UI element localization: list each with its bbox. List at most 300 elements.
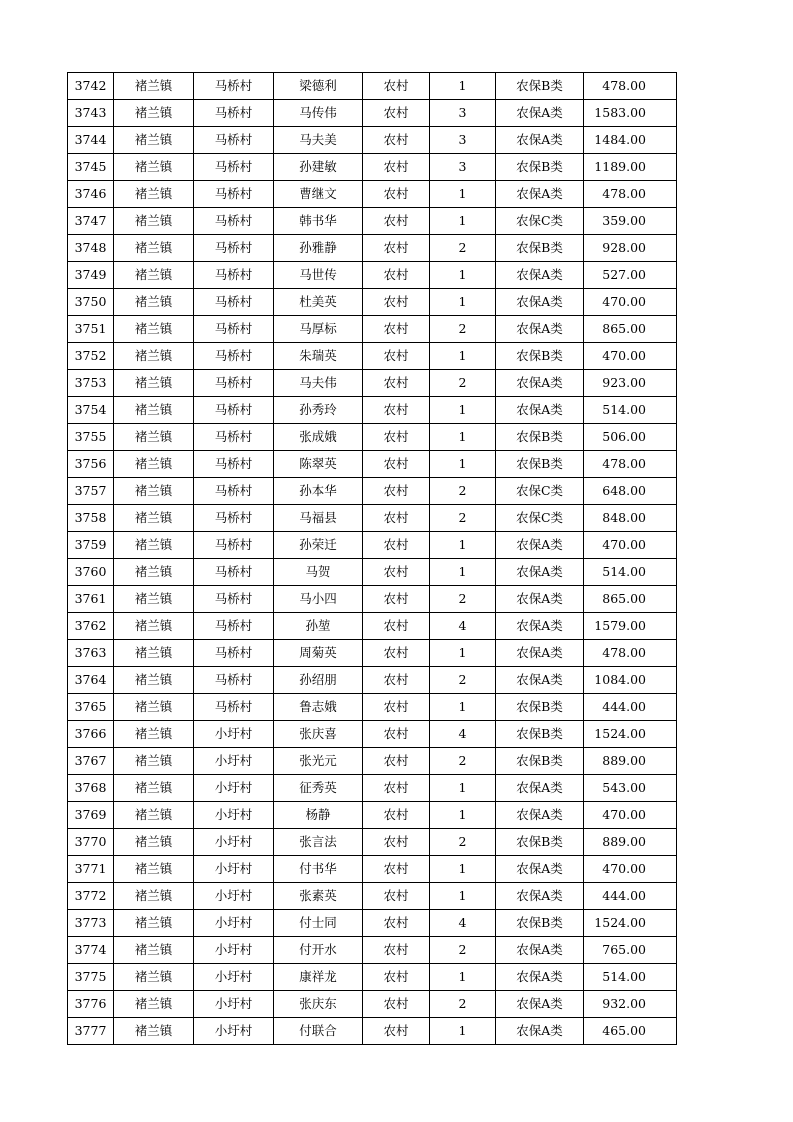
- category-cell: 农保A类: [496, 613, 584, 640]
- row-number: 3759: [68, 532, 114, 559]
- household-count-cell: 1: [430, 856, 496, 883]
- area-type-cell: 农村: [363, 775, 430, 802]
- town-cell: 褚兰镇: [114, 73, 194, 100]
- amount-cell: 465.00: [584, 1018, 677, 1045]
- row-number: 3743: [68, 100, 114, 127]
- category-cell: 农保A类: [496, 937, 584, 964]
- area-type-cell: 农村: [363, 154, 430, 181]
- category-cell: 农保A类: [496, 532, 584, 559]
- area-type-cell: 农村: [363, 748, 430, 775]
- row-number: 3758: [68, 505, 114, 532]
- amount-cell: 514.00: [584, 559, 677, 586]
- household-count-cell: 2: [430, 991, 496, 1018]
- village-cell: 马桥村: [194, 208, 274, 235]
- town-cell: 褚兰镇: [114, 991, 194, 1018]
- row-number: 3744: [68, 127, 114, 154]
- town-cell: 褚兰镇: [114, 343, 194, 370]
- area-type-cell: 农村: [363, 910, 430, 937]
- name-cell: 孙荣迁: [274, 532, 363, 559]
- area-type-cell: 农村: [363, 208, 430, 235]
- village-cell: 小圩村: [194, 856, 274, 883]
- area-type-cell: 农村: [363, 1018, 430, 1045]
- area-type-cell: 农村: [363, 505, 430, 532]
- household-count-cell: 4: [430, 613, 496, 640]
- table-row: [68, 613, 677, 640]
- category-cell: 农保A类: [496, 559, 584, 586]
- row-number: 3757: [68, 478, 114, 505]
- category-cell: 农保A类: [496, 802, 584, 829]
- village-cell: 小圩村: [194, 775, 274, 802]
- area-type-cell: 农村: [363, 316, 430, 343]
- row-number: 3775: [68, 964, 114, 991]
- household-count-cell: 1: [430, 640, 496, 667]
- amount-cell: 848.00: [584, 505, 677, 532]
- table-row: [68, 343, 677, 370]
- village-cell: 马桥村: [194, 559, 274, 586]
- area-type-cell: 农村: [363, 451, 430, 478]
- village-cell: 小圩村: [194, 910, 274, 937]
- row-number: 3762: [68, 613, 114, 640]
- area-type-cell: 农村: [363, 370, 430, 397]
- village-cell: 马桥村: [194, 478, 274, 505]
- area-type-cell: 农村: [363, 424, 430, 451]
- household-count-cell: 1: [430, 802, 496, 829]
- row-number: 3770: [68, 829, 114, 856]
- town-cell: 褚兰镇: [114, 559, 194, 586]
- category-cell: 农保B类: [496, 424, 584, 451]
- area-type-cell: 农村: [363, 289, 430, 316]
- town-cell: 褚兰镇: [114, 532, 194, 559]
- household-count-cell: 1: [430, 883, 496, 910]
- category-cell: 农保B类: [496, 154, 584, 181]
- town-cell: 褚兰镇: [114, 667, 194, 694]
- town-cell: 褚兰镇: [114, 424, 194, 451]
- household-count-cell: 1: [430, 424, 496, 451]
- amount-cell: 527.00: [584, 262, 677, 289]
- town-cell: 褚兰镇: [114, 1018, 194, 1045]
- name-cell: 孙秀玲: [274, 397, 363, 424]
- table-row: [68, 856, 677, 883]
- category-cell: 农保A类: [496, 289, 584, 316]
- area-type-cell: 农村: [363, 586, 430, 613]
- amount-cell: 514.00: [584, 397, 677, 424]
- name-cell: 马小四: [274, 586, 363, 613]
- table-row: [68, 73, 677, 100]
- town-cell: 褚兰镇: [114, 127, 194, 154]
- village-cell: 马桥村: [194, 343, 274, 370]
- area-type-cell: 农村: [363, 127, 430, 154]
- village-cell: 马桥村: [194, 154, 274, 181]
- category-cell: 农保A类: [496, 856, 584, 883]
- town-cell: 褚兰镇: [114, 100, 194, 127]
- name-cell: 马贺: [274, 559, 363, 586]
- name-cell: 马夫伟: [274, 370, 363, 397]
- row-number: 3769: [68, 802, 114, 829]
- village-cell: 小圩村: [194, 991, 274, 1018]
- town-cell: 褚兰镇: [114, 397, 194, 424]
- row-number: 3755: [68, 424, 114, 451]
- amount-cell: 648.00: [584, 478, 677, 505]
- table-row: [68, 694, 677, 721]
- name-cell: 付书华: [274, 856, 363, 883]
- category-cell: 农保B类: [496, 235, 584, 262]
- row-number: 3751: [68, 316, 114, 343]
- town-cell: 褚兰镇: [114, 829, 194, 856]
- household-count-cell: 1: [430, 775, 496, 802]
- village-cell: 马桥村: [194, 316, 274, 343]
- name-cell: 韩书华: [274, 208, 363, 235]
- category-cell: 农保C类: [496, 505, 584, 532]
- row-number: 3754: [68, 397, 114, 424]
- name-cell: 张素英: [274, 883, 363, 910]
- amount-cell: 543.00: [584, 775, 677, 802]
- category-cell: 农保A类: [496, 316, 584, 343]
- household-count-cell: 1: [430, 343, 496, 370]
- village-cell: 马桥村: [194, 640, 274, 667]
- row-number: 3753: [68, 370, 114, 397]
- amount-cell: 923.00: [584, 370, 677, 397]
- category-cell: 农保A类: [496, 1018, 584, 1045]
- table-row: [68, 721, 677, 748]
- name-cell: 马夫美: [274, 127, 363, 154]
- village-cell: 小圩村: [194, 721, 274, 748]
- amount-cell: 1524.00: [584, 721, 677, 748]
- amount-cell: 478.00: [584, 640, 677, 667]
- table-row: [68, 397, 677, 424]
- village-cell: 马桥村: [194, 694, 274, 721]
- table-row: [68, 991, 677, 1018]
- household-count-cell: 2: [430, 370, 496, 397]
- name-cell: 付开水: [274, 937, 363, 964]
- area-type-cell: 农村: [363, 343, 430, 370]
- category-cell: 农保B类: [496, 748, 584, 775]
- name-cell: 张庆东: [274, 991, 363, 1018]
- town-cell: 褚兰镇: [114, 613, 194, 640]
- amount-cell: 865.00: [584, 586, 677, 613]
- household-count-cell: 3: [430, 154, 496, 181]
- name-cell: 付联合: [274, 1018, 363, 1045]
- table-row: [68, 640, 677, 667]
- name-cell: 张庆喜: [274, 721, 363, 748]
- row-number: 3752: [68, 343, 114, 370]
- area-type-cell: 农村: [363, 640, 430, 667]
- town-cell: 褚兰镇: [114, 721, 194, 748]
- amount-cell: 1084.00: [584, 667, 677, 694]
- household-count-cell: 1: [430, 73, 496, 100]
- table-row: [68, 910, 677, 937]
- table-row: [68, 208, 677, 235]
- town-cell: 褚兰镇: [114, 883, 194, 910]
- village-cell: 马桥村: [194, 505, 274, 532]
- table-row: [68, 964, 677, 991]
- amount-cell: 470.00: [584, 289, 677, 316]
- village-cell: 马桥村: [194, 451, 274, 478]
- amount-cell: 865.00: [584, 316, 677, 343]
- village-cell: 马桥村: [194, 532, 274, 559]
- town-cell: 褚兰镇: [114, 505, 194, 532]
- assistance-table: [67, 72, 677, 1045]
- name-cell: 张成娥: [274, 424, 363, 451]
- household-count-cell: 1: [430, 397, 496, 424]
- row-number: 3772: [68, 883, 114, 910]
- amount-cell: 444.00: [584, 883, 677, 910]
- village-cell: 马桥村: [194, 262, 274, 289]
- area-type-cell: 农村: [363, 532, 430, 559]
- area-type-cell: 农村: [363, 856, 430, 883]
- row-number: 3771: [68, 856, 114, 883]
- name-cell: 孙本华: [274, 478, 363, 505]
- table-row: [68, 289, 677, 316]
- name-cell: 马福县: [274, 505, 363, 532]
- household-count-cell: 3: [430, 100, 496, 127]
- row-number: 3766: [68, 721, 114, 748]
- category-cell: 农保B类: [496, 451, 584, 478]
- category-cell: 农保B类: [496, 73, 584, 100]
- amount-cell: 1583.00: [584, 100, 677, 127]
- town-cell: 褚兰镇: [114, 856, 194, 883]
- household-count-cell: 2: [430, 667, 496, 694]
- amount-cell: 889.00: [584, 748, 677, 775]
- row-number: 3776: [68, 991, 114, 1018]
- name-cell: 孙堃: [274, 613, 363, 640]
- row-number: 3767: [68, 748, 114, 775]
- table-row: [68, 262, 677, 289]
- amount-cell: 444.00: [584, 694, 677, 721]
- row-number: 3774: [68, 937, 114, 964]
- village-cell: 马桥村: [194, 73, 274, 100]
- village-cell: 小圩村: [194, 802, 274, 829]
- town-cell: 褚兰镇: [114, 748, 194, 775]
- area-type-cell: 农村: [363, 181, 430, 208]
- household-count-cell: 4: [430, 721, 496, 748]
- amount-cell: 470.00: [584, 802, 677, 829]
- row-number: 3763: [68, 640, 114, 667]
- category-cell: 农保B类: [496, 694, 584, 721]
- name-cell: 征秀英: [274, 775, 363, 802]
- village-cell: 小圩村: [194, 964, 274, 991]
- amount-cell: 359.00: [584, 208, 677, 235]
- area-type-cell: 农村: [363, 694, 430, 721]
- name-cell: 杜美英: [274, 289, 363, 316]
- table-row: [68, 505, 677, 532]
- amount-cell: 514.00: [584, 964, 677, 991]
- area-type-cell: 农村: [363, 262, 430, 289]
- name-cell: 张言法: [274, 829, 363, 856]
- row-number: 3768: [68, 775, 114, 802]
- village-cell: 小圩村: [194, 829, 274, 856]
- household-count-cell: 1: [430, 208, 496, 235]
- town-cell: 褚兰镇: [114, 370, 194, 397]
- name-cell: 孙雅静: [274, 235, 363, 262]
- town-cell: 褚兰镇: [114, 451, 194, 478]
- amount-cell: 470.00: [584, 343, 677, 370]
- name-cell: 朱瑞英: [274, 343, 363, 370]
- household-count-cell: 1: [430, 559, 496, 586]
- row-number: 3745: [68, 154, 114, 181]
- town-cell: 褚兰镇: [114, 775, 194, 802]
- amount-cell: 1189.00: [584, 154, 677, 181]
- table-row: [68, 370, 677, 397]
- village-cell: 马桥村: [194, 613, 274, 640]
- row-number: 3750: [68, 289, 114, 316]
- town-cell: 褚兰镇: [114, 640, 194, 667]
- village-cell: 马桥村: [194, 424, 274, 451]
- amount-cell: 1484.00: [584, 127, 677, 154]
- village-cell: 马桥村: [194, 235, 274, 262]
- table-row: [68, 586, 677, 613]
- name-cell: 曹继文: [274, 181, 363, 208]
- village-cell: 马桥村: [194, 127, 274, 154]
- amount-cell: 928.00: [584, 235, 677, 262]
- village-cell: 小圩村: [194, 937, 274, 964]
- category-cell: 农保A类: [496, 181, 584, 208]
- household-count-cell: 1: [430, 694, 496, 721]
- household-count-cell: 1: [430, 1018, 496, 1045]
- household-count-cell: 2: [430, 586, 496, 613]
- category-cell: 农保A类: [496, 262, 584, 289]
- area-type-cell: 农村: [363, 721, 430, 748]
- town-cell: 褚兰镇: [114, 964, 194, 991]
- row-number: 3761: [68, 586, 114, 613]
- area-type-cell: 农村: [363, 478, 430, 505]
- category-cell: 农保C类: [496, 208, 584, 235]
- town-cell: 褚兰镇: [114, 316, 194, 343]
- household-count-cell: 2: [430, 748, 496, 775]
- name-cell: 马世传: [274, 262, 363, 289]
- area-type-cell: 农村: [363, 100, 430, 127]
- town-cell: 褚兰镇: [114, 586, 194, 613]
- name-cell: 马传伟: [274, 100, 363, 127]
- name-cell: 孙建敏: [274, 154, 363, 181]
- household-count-cell: 1: [430, 964, 496, 991]
- table-row: [68, 100, 677, 127]
- amount-cell: 478.00: [584, 451, 677, 478]
- category-cell: 农保A类: [496, 667, 584, 694]
- name-cell: 鲁志娥: [274, 694, 363, 721]
- category-cell: 农保A类: [496, 100, 584, 127]
- area-type-cell: 农村: [363, 964, 430, 991]
- row-number: 3742: [68, 73, 114, 100]
- category-cell: 农保B类: [496, 343, 584, 370]
- town-cell: 褚兰镇: [114, 694, 194, 721]
- table-row: [68, 1018, 677, 1045]
- village-cell: 马桥村: [194, 586, 274, 613]
- table-body: [68, 73, 677, 1045]
- town-cell: 褚兰镇: [114, 937, 194, 964]
- household-count-cell: 2: [430, 829, 496, 856]
- amount-cell: 478.00: [584, 181, 677, 208]
- category-cell: 农保A类: [496, 397, 584, 424]
- amount-cell: 506.00: [584, 424, 677, 451]
- table-row: [68, 181, 677, 208]
- village-cell: 小圩村: [194, 748, 274, 775]
- household-count-cell: 2: [430, 235, 496, 262]
- name-cell: 杨静: [274, 802, 363, 829]
- category-cell: 农保A类: [496, 640, 584, 667]
- row-number: 3760: [68, 559, 114, 586]
- table-row: [68, 154, 677, 181]
- amount-cell: 470.00: [584, 532, 677, 559]
- row-number: 3749: [68, 262, 114, 289]
- town-cell: 褚兰镇: [114, 478, 194, 505]
- village-cell: 马桥村: [194, 289, 274, 316]
- area-type-cell: 农村: [363, 991, 430, 1018]
- town-cell: 褚兰镇: [114, 802, 194, 829]
- area-type-cell: 农村: [363, 937, 430, 964]
- table-row: [68, 937, 677, 964]
- village-cell: 马桥村: [194, 370, 274, 397]
- village-cell: 马桥村: [194, 181, 274, 208]
- village-cell: 马桥村: [194, 667, 274, 694]
- category-cell: 农保A类: [496, 775, 584, 802]
- area-type-cell: 农村: [363, 802, 430, 829]
- category-cell: 农保B类: [496, 910, 584, 937]
- village-cell: 马桥村: [194, 100, 274, 127]
- household-count-cell: 4: [430, 910, 496, 937]
- table-row: [68, 316, 677, 343]
- amount-cell: 1524.00: [584, 910, 677, 937]
- area-type-cell: 农村: [363, 73, 430, 100]
- table-row: [68, 532, 677, 559]
- town-cell: 褚兰镇: [114, 910, 194, 937]
- town-cell: 褚兰镇: [114, 208, 194, 235]
- category-cell: 农保B类: [496, 829, 584, 856]
- table-row: [68, 451, 677, 478]
- area-type-cell: 农村: [363, 559, 430, 586]
- village-cell: 小圩村: [194, 1018, 274, 1045]
- name-cell: 康祥龙: [274, 964, 363, 991]
- table-row: [68, 775, 677, 802]
- row-number: 3747: [68, 208, 114, 235]
- household-count-cell: 1: [430, 289, 496, 316]
- row-number: 3746: [68, 181, 114, 208]
- row-number: 3756: [68, 451, 114, 478]
- town-cell: 褚兰镇: [114, 181, 194, 208]
- category-cell: 农保A类: [496, 883, 584, 910]
- row-number: 3773: [68, 910, 114, 937]
- row-number: 3777: [68, 1018, 114, 1045]
- category-cell: 农保A类: [496, 370, 584, 397]
- household-count-cell: 1: [430, 451, 496, 478]
- household-count-cell: 1: [430, 181, 496, 208]
- table-row: [68, 802, 677, 829]
- table-row: [68, 127, 677, 154]
- row-number: 3765: [68, 694, 114, 721]
- household-count-cell: 2: [430, 316, 496, 343]
- household-count-cell: 2: [430, 478, 496, 505]
- area-type-cell: 农村: [363, 829, 430, 856]
- village-cell: 小圩村: [194, 883, 274, 910]
- table-row: [68, 478, 677, 505]
- category-cell: 农保A类: [496, 127, 584, 154]
- name-cell: 付士同: [274, 910, 363, 937]
- name-cell: 梁德利: [274, 73, 363, 100]
- table-row: [68, 235, 677, 262]
- table-row: [68, 883, 677, 910]
- category-cell: 农保A类: [496, 964, 584, 991]
- town-cell: 褚兰镇: [114, 235, 194, 262]
- row-number: 3748: [68, 235, 114, 262]
- table-row: [68, 829, 677, 856]
- area-type-cell: 农村: [363, 235, 430, 262]
- name-cell: 马厚标: [274, 316, 363, 343]
- table-row: [68, 424, 677, 451]
- area-type-cell: 农村: [363, 613, 430, 640]
- village-cell: 马桥村: [194, 397, 274, 424]
- name-cell: 周菊英: [274, 640, 363, 667]
- amount-cell: 1579.00: [584, 613, 677, 640]
- table-row: [68, 559, 677, 586]
